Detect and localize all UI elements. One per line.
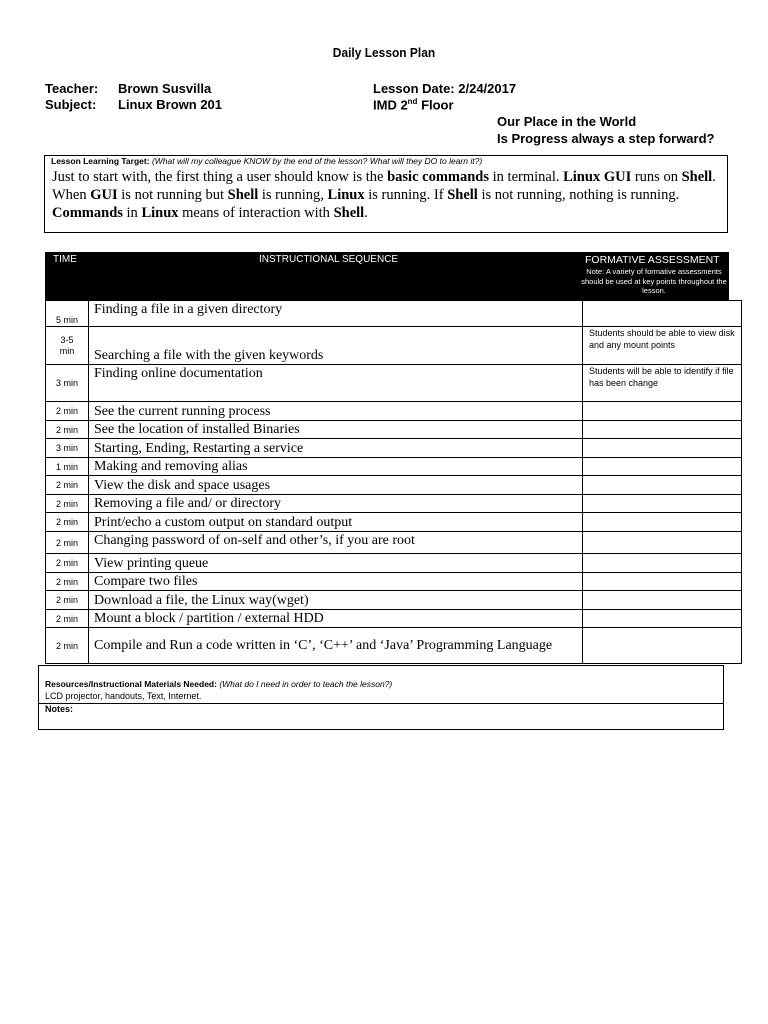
row-time: 3 min	[46, 439, 89, 458]
row-sequence: See the location of installed Binaries	[89, 421, 583, 439]
row-time: 1 min	[46, 458, 89, 476]
row-assessment	[583, 439, 742, 458]
row-sequence: Compare two files	[89, 573, 583, 591]
subject-label: Subject:	[45, 97, 97, 112]
row-sequence: View the disk and space usages	[89, 476, 583, 495]
row-assessment	[583, 532, 742, 554]
row-time: 5 min	[46, 301, 89, 327]
row-time: 2 min	[46, 554, 89, 573]
location: IMD 2nd Floor	[373, 97, 454, 113]
row-time: 2 min	[46, 591, 89, 610]
table-row	[46, 327, 742, 365]
lesson-date: Lesson Date: 2/24/2017	[373, 81, 517, 96]
row-assessment	[583, 495, 742, 513]
row-assessment: Students will be able to identify if file has been change	[583, 365, 742, 402]
table-row	[46, 495, 742, 513]
row-sequence: Print/echo a custom output on standard output	[89, 513, 583, 532]
col-header-assessment-note: Note: A variety of formative assessments should be used at key points throughout the lesson.	[581, 267, 727, 295]
notes-box	[38, 703, 724, 730]
learning-target-heading: Lesson Learning Target: (What will my colleague KNOW by the end of the lesson? What will they DO to learn it?)	[51, 156, 483, 166]
row-assessment	[583, 554, 742, 573]
subject-name: Linux Brown 201	[118, 97, 223, 112]
table-row	[46, 573, 742, 591]
row-sequence: Download a file, the Linux way(wget)	[89, 591, 583, 610]
row-time: 3 min	[46, 365, 89, 402]
row-time: 2 min	[46, 610, 89, 628]
row-time: 2 min	[46, 532, 89, 554]
row-assessment	[583, 421, 742, 439]
row-sequence: Starting, Ending, Restarting a service	[89, 439, 583, 458]
row-sequence: Mount a block / partition / external HDD	[89, 610, 583, 628]
row-sequence: Finding a file in a given directory	[89, 301, 583, 327]
row-assessment	[583, 458, 742, 476]
table-row	[46, 610, 742, 628]
table-row	[46, 513, 742, 532]
row-time: 2 min	[46, 513, 89, 532]
row-assessment	[583, 476, 742, 495]
row-time: 2 min	[46, 476, 89, 495]
page-title: Daily Lesson Plan	[332, 45, 436, 60]
learning-target-box	[44, 155, 728, 233]
row-assessment	[583, 301, 742, 327]
row-sequence: Removing a file and/ or directory	[89, 495, 583, 513]
row-assessment	[583, 628, 742, 664]
resources-box	[38, 665, 724, 704]
theme-line-1: Our Place in the World	[497, 114, 637, 129]
row-assessment	[583, 591, 742, 610]
table-row	[46, 421, 742, 439]
table-row	[46, 439, 742, 458]
lesson-table	[45, 300, 742, 664]
teacher-name: Brown Susvilla	[118, 81, 212, 96]
table-row	[46, 628, 742, 664]
table-row	[46, 458, 742, 476]
col-header-sequence: INSTRUCTIONAL SEQUENCE	[259, 254, 399, 265]
table-row	[46, 554, 742, 573]
row-sequence: Compile and Run a code written in ‘C’, ‘C++’ and ‘Java’ Programming Language	[89, 628, 583, 664]
row-assessment	[583, 402, 742, 421]
col-header-time: TIME	[53, 254, 77, 265]
row-time: 2 min	[46, 573, 89, 591]
table-row	[46, 301, 742, 327]
learning-target-text: Just to start with, the first thing a user should know is the basic commands in terminal. Linux GUI runs on Shell. When GUI is not running but Shell is running, Linux is running. If Shell is not running, nothing is running. Commands in Linux means of interaction with Shell.	[52, 169, 716, 221]
row-sequence: Finding online documentation	[89, 365, 583, 402]
row-assessment	[583, 610, 742, 628]
table-row	[46, 402, 742, 421]
row-assessment	[583, 573, 742, 591]
table-row	[46, 591, 742, 610]
row-sequence: See the current running process	[89, 402, 583, 421]
row-sequence: View printing queue	[89, 554, 583, 573]
row-time: 2 min	[46, 421, 89, 439]
row-sequence: Making and removing alias	[89, 458, 583, 476]
table-row	[46, 476, 742, 495]
row-assessment: Students should be able to view disk and any mount points	[583, 327, 742, 365]
row-time: 2 min	[46, 402, 89, 421]
resources-heading: Resources/Instructional Materials Needed: (What do I need in order to teach the lesson?)	[45, 679, 393, 689]
row-assessment	[583, 513, 742, 532]
col-header-assessment: FORMATIVE ASSESSMENT	[585, 254, 720, 266]
notes-label: Notes:	[45, 704, 74, 714]
row-time: 2 min	[46, 628, 89, 664]
row-sequence: Searching a file with the given keywords	[89, 327, 583, 365]
row-time: 2 min	[46, 495, 89, 513]
table-header-bar	[45, 252, 729, 300]
table-row	[46, 532, 742, 554]
theme-line-2: Is Progress always a step forward?	[497, 131, 715, 146]
row-sequence: Changing password of on-self and other’s, if you are root	[89, 532, 583, 554]
table-row	[46, 365, 742, 402]
resources-value: LCD projector, handouts, Text, Internet.	[45, 691, 202, 701]
row-time: 3-5 min	[46, 327, 89, 365]
teacher-label: Teacher:	[45, 81, 99, 96]
